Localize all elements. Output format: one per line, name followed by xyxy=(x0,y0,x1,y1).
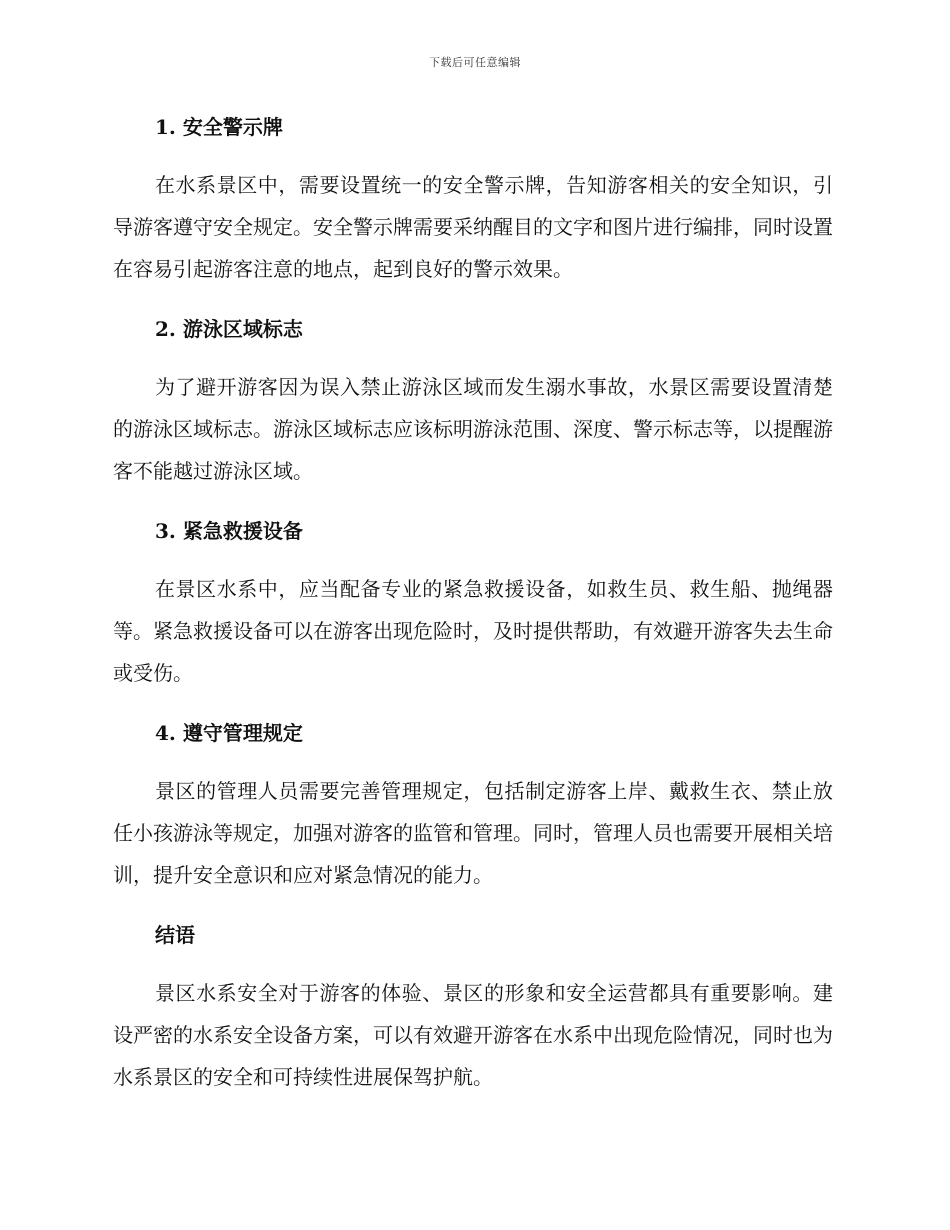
section-heading: 2. 游泳区域标志 xyxy=(155,317,303,341)
section-1 xyxy=(113,110,833,290)
section-3 xyxy=(113,514,833,694)
section-2 xyxy=(113,312,833,492)
document-body xyxy=(113,110,833,1098)
section-conclusion xyxy=(113,918,833,1098)
section-paragraph: 景区水系安全对于游客的体验、景区的形象和安全运营都具有重要影响。建设严密的水系安全设备方案，可以有效避开游客在水系中出现危险情况，同时也为水系景区的安全和可持续性进展保驾护航。 xyxy=(113,981,833,1089)
section-paragraph: 为了避开游客因为误入禁止游泳区域而发生溺水事故，水景区需要设置清楚的游泳区域标志。游泳区域标志应该标明游泳范围、深度、警示标志等，以提醒游客不能越过游泳区域。 xyxy=(113,375,833,483)
section-heading: 结语 xyxy=(155,923,195,947)
section-heading: 3. 紧急救援设备 xyxy=(155,519,303,543)
section-paragraph: 在景区水系中，应当配备专业的紧急救援设备，如救生员、救生船、抛绳器等。紧急救援设备可以在游客出现危险时，及时提供帮助，有效避开游客失去生命或受伤。 xyxy=(113,577,833,685)
section-heading: 4. 遵守管理规定 xyxy=(155,721,303,745)
section-heading: 1. 安全警示牌 xyxy=(155,115,283,139)
section-paragraph: 景区的管理人员需要完善管理规定，包括制定游客上岸、戴救生衣、禁止放任小孩游泳等规定，加强对游客的监管和管理。同时，管理人员也需要开展相关培训，提升安全意识和应对紧急情况的能力。 xyxy=(113,779,833,887)
section-paragraph: 在水系景区中，需要设置统一的安全警示牌，告知游客相关的安全知识，引导游客遵守安全规定。安全警示牌需要采纳醒目的文字和图片进行编排，同时设置在容易引起游客注意的地点，起到良好的警示效果。 xyxy=(113,173,833,281)
header-note: 下载后可任意编辑 xyxy=(429,56,521,69)
section-4 xyxy=(113,716,833,896)
